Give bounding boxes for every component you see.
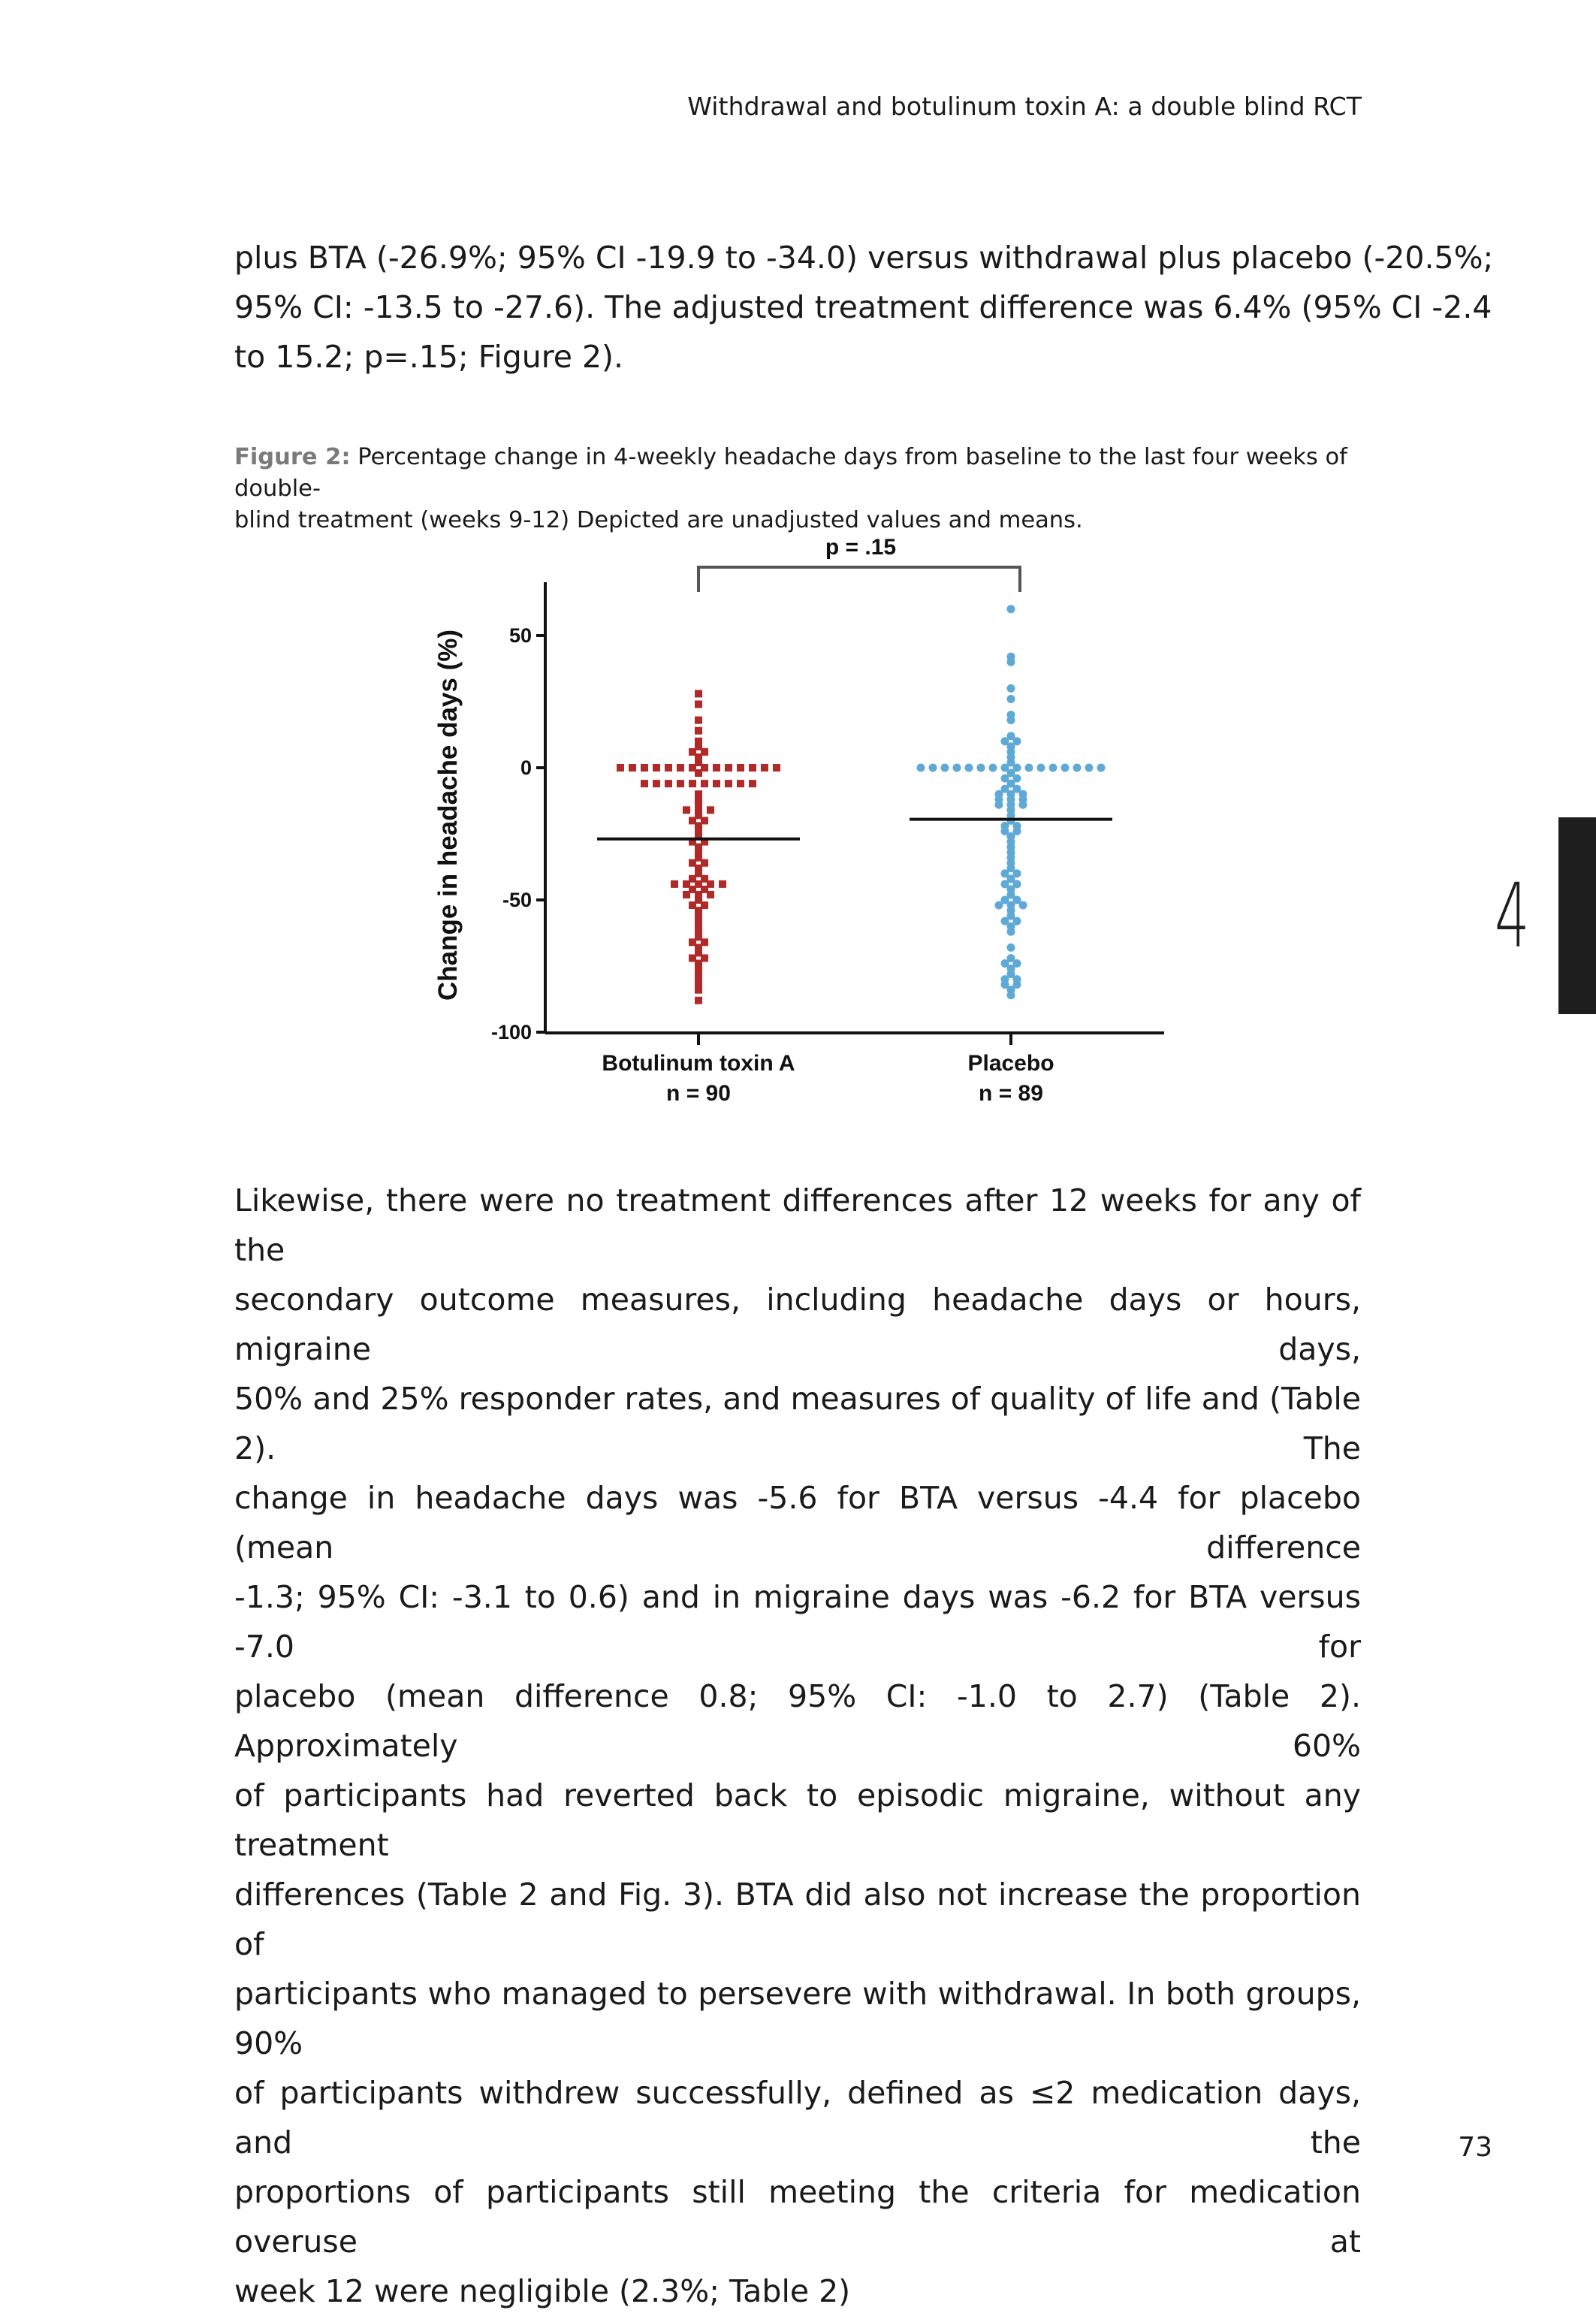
data-point [1007, 684, 1015, 693]
text-line: secondary outcome measures, including headache days or hours, migraine days, [234, 1282, 1361, 1367]
data-point [1061, 764, 1070, 772]
caption-text-1: Percentage change in 4-weekly headache days from baseline to the last four weeks of double- [234, 444, 1347, 502]
y-tick-label: 0 [520, 756, 532, 779]
text-line: participants who managed to persevere with withdrawal. In both groups, 90% [234, 1976, 1361, 2061]
paragraph-1 [234, 233, 1494, 382]
data-point [749, 764, 756, 771]
data-point [737, 780, 744, 787]
data-point [713, 764, 720, 771]
data-point [1007, 944, 1015, 952]
data-point [1007, 732, 1015, 740]
text-line: -1.3; 95% CI: -3.1 to 0.6) and in migraine days was -6.2 for BTA versus -7.0 for [234, 1579, 1361, 1665]
data-point [725, 780, 732, 787]
text-line: change in headache days was -5.6 for BTA versus -4.4 for placebo (mean difference [234, 1480, 1361, 1566]
data-point [1007, 991, 1015, 999]
figure-label: Figure 2: [234, 444, 351, 470]
figure-caption [234, 442, 1361, 536]
data-point [641, 780, 648, 787]
data-point [677, 780, 684, 787]
data-point [665, 780, 672, 787]
data-point [1007, 711, 1015, 719]
data-point [995, 801, 1003, 809]
data-point [707, 891, 714, 898]
running-head: Withdrawal and botulinum toxin A: a double blind RCT [687, 92, 1362, 121]
data-point [617, 764, 624, 771]
data-point [1007, 605, 1015, 613]
dot-plot-chart [421, 526, 1209, 1127]
chapter-number: 4 [1495, 864, 1530, 968]
text-line: Likewise, there were no treatment differences after 12 weeks for any of the [234, 1182, 1361, 1268]
text-line: differences (Table 2 and Fig. 3). BTA did also not increase the proportion of [234, 1877, 1361, 1962]
text-line: plus BTA (-26.9%; 95% CI -19.9 to -34.0) versus withdrawal plus placebo (-20.5%; [234, 240, 1494, 276]
caption-text-2: blind treatment (weeks 9-12) Depicted are unadjusted values and means. [234, 507, 1083, 533]
data-point [713, 780, 720, 787]
data-point [689, 780, 696, 787]
data-point [671, 880, 678, 888]
data-point [725, 764, 732, 771]
text-line: of participants had reverted back to episodic migraine, without any treatment [234, 1777, 1361, 1863]
significance-bracket [698, 567, 1020, 592]
data-point [965, 764, 973, 772]
text-line: placebo (mean difference 0.8; 95% CI: -1.0 to 2.7) (Table 2). Approximately 60% [234, 1678, 1361, 1764]
y-tick-label: 50 [508, 624, 532, 647]
data-point [1085, 764, 1094, 772]
y-tick-label: -100 [490, 1021, 532, 1043]
data-point [995, 901, 1003, 910]
data-point [953, 764, 961, 772]
text-line: to 15.2; p=.15; Figure 2). [234, 339, 624, 375]
data-point [1097, 764, 1106, 772]
data-point [695, 738, 702, 745]
data-point [683, 806, 690, 814]
data-point [929, 764, 937, 772]
data-point [695, 986, 702, 994]
data-point [1049, 764, 1057, 772]
data-point [1019, 901, 1027, 910]
data-point [1025, 764, 1033, 772]
text-line: 95% CI: -13.5 to -27.6). The adjusted treatment difference was 6.4% (95% CI -2.4 [234, 289, 1492, 325]
data-point [665, 764, 672, 771]
data-point [677, 764, 684, 771]
text-line: week 12 were negligible (2.3%; Table 2) [234, 2273, 851, 2309]
text-line: 50% and 25% responder rates, and measures of quality of life and (Table 2). The [234, 1381, 1361, 1466]
data-point [629, 764, 636, 771]
data-point [737, 764, 744, 771]
data-point [695, 769, 702, 777]
data-point [1007, 928, 1015, 936]
significance-annotation: p = .15 [825, 535, 897, 560]
data-point [695, 690, 702, 697]
data-point [1007, 653, 1015, 661]
y-tick-label: -50 [502, 889, 532, 911]
data-point [941, 764, 949, 772]
data-point [1019, 801, 1027, 809]
data-point [719, 880, 726, 888]
data-point [695, 701, 702, 708]
x-category-label: Placebo [967, 1051, 1054, 1076]
data-point [695, 727, 702, 735]
data-point [1037, 764, 1045, 772]
paragraph-2 [234, 1176, 1361, 2316]
data-point [653, 780, 660, 787]
data-point [695, 997, 702, 1004]
data-point [707, 806, 714, 814]
data-point [683, 891, 690, 898]
data-point [749, 780, 756, 787]
x-category-label: Botulinum toxin A [602, 1051, 795, 1076]
data-point [695, 933, 702, 941]
data-point [977, 764, 985, 772]
text-line: proportions of participants still meeting the criteria for medication overuse at [234, 2174, 1361, 2260]
x-n-label: n = 89 [979, 1081, 1043, 1106]
chapter-tab [1558, 817, 1596, 1014]
data-point [695, 717, 702, 724]
data-point [1073, 764, 1082, 772]
data-point [641, 764, 648, 771]
data-point [701, 780, 708, 787]
text-line: of participants withdrew successfully, defined as ≤2 medication days, and the [234, 2075, 1361, 2160]
data-point [761, 764, 768, 771]
y-axis-label: Change in headache days (%) [433, 629, 463, 1001]
x-n-label: n = 90 [666, 1081, 731, 1106]
data-point [989, 764, 997, 772]
page-number: 73 [1458, 2132, 1492, 2163]
data-point [773, 764, 780, 771]
data-point [1007, 695, 1015, 703]
data-point [653, 764, 660, 771]
data-point [917, 764, 925, 772]
